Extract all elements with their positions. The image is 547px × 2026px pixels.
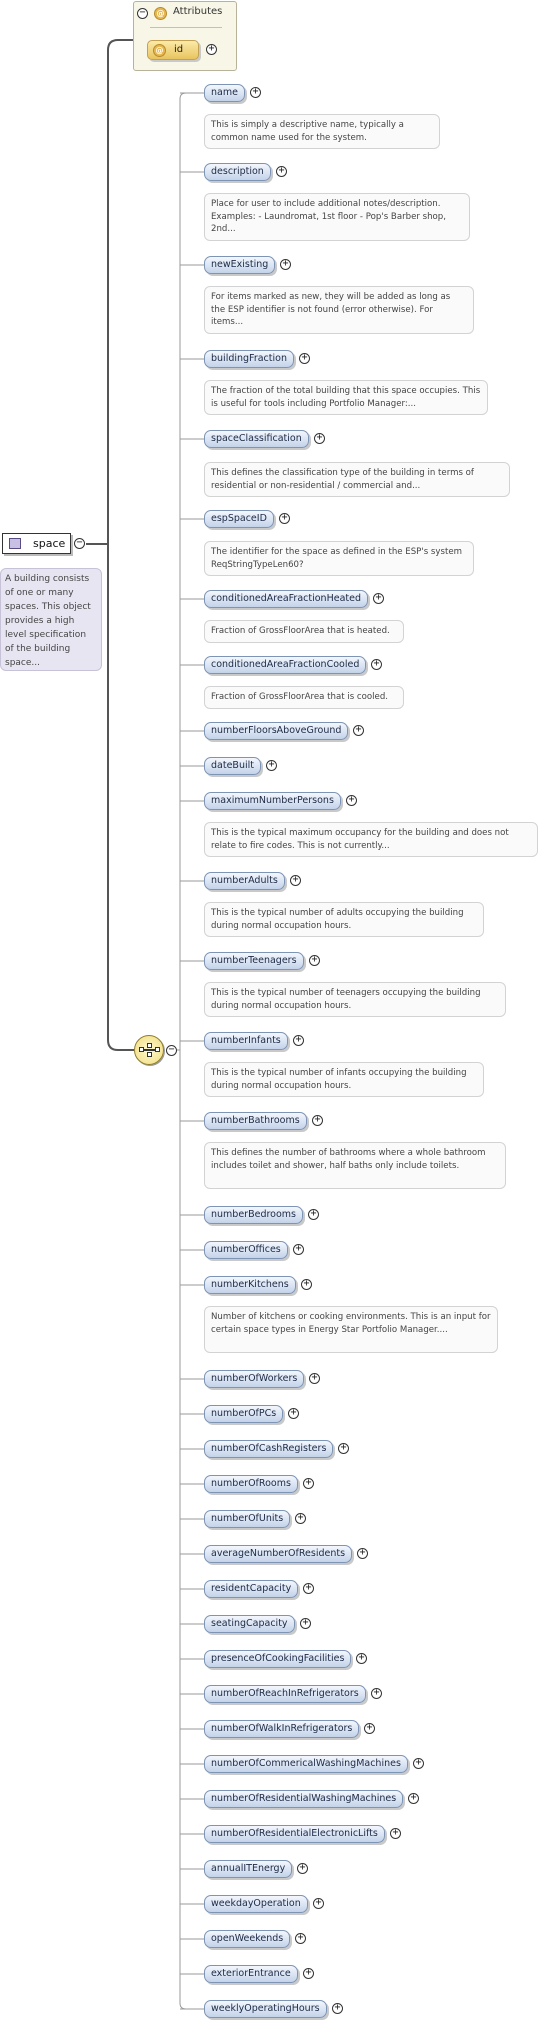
expand-icon[interactable]: +: [356, 1653, 367, 1664]
element-averageNumberOfResidents[interactable]: averageNumberOfResidents: [204, 1545, 352, 1563]
element-description[interactable]: description: [204, 163, 271, 181]
element-numberOfResidentialWashingMachines[interactable]: numberOfResidentialWashingMachines: [204, 1790, 403, 1808]
element-numberOfWalkInRefrigerators[interactable]: numberOfWalkInRefrigerators: [204, 1720, 359, 1738]
expand-icon[interactable]: +: [332, 2003, 343, 2014]
attributes-divider: [150, 27, 222, 28]
element-maximumNumberPersons[interactable]: maximumNumberPersons: [204, 792, 341, 810]
element-numberOfCommericalWashingMachines[interactable]: numberOfCommericalWashingMachines: [204, 1755, 408, 1773]
element-numberFloorsAboveGround[interactable]: numberFloorsAboveGround: [204, 722, 348, 740]
element-documentation: For items marked as new, they will be added as long as the ESP identifier is not found (error otherwise). For items...: [204, 286, 474, 334]
element-documentation: This is the typical number of teenagers occupying the building during normal occupation hours.: [204, 982, 506, 1017]
expand-icon[interactable]: +: [293, 1244, 304, 1255]
element-documentation: Fraction of GrossFloorArea that is cooled.: [204, 686, 404, 709]
expand-icon[interactable]: +: [295, 1513, 306, 1524]
expand-icon[interactable]: +: [338, 1443, 349, 1454]
expand-icon[interactable]: +: [300, 1618, 311, 1629]
attribute-id-label: id: [174, 44, 184, 55]
expand-icon[interactable]: +: [314, 433, 325, 444]
expand-icon[interactable]: +: [288, 1408, 299, 1419]
expand-icon[interactable]: +: [309, 955, 320, 966]
expand-icon[interactable]: +: [290, 875, 301, 886]
expand-icon[interactable]: +: [297, 1863, 308, 1874]
element-numberOfCashRegisters[interactable]: numberOfCashRegisters: [204, 1440, 333, 1458]
complex-type-element-icon: [9, 538, 21, 549]
expand-icon[interactable]: +: [279, 513, 290, 524]
expand-icon[interactable]: +: [364, 1723, 375, 1734]
sequence-collapse-icon[interactable]: −: [166, 1045, 177, 1056]
element-documentation: The fraction of the total building that this space occupies. This is useful for tools including Portfolio Manager:...: [204, 380, 488, 415]
expand-icon[interactable]: +: [301, 1279, 312, 1290]
element-dateBuilt[interactable]: dateBuilt: [204, 757, 261, 775]
element-numberOfResidentialElectronicLifts[interactable]: numberOfResidentialElectronicLifts: [204, 1825, 385, 1843]
element-documentation: This is the typical number of infants occupying the building during normal occupation hours.: [204, 1062, 484, 1097]
expand-icon[interactable]: +: [373, 593, 384, 604]
element-exteriorEntrance[interactable]: exteriorEntrance: [204, 1965, 298, 1983]
element-conditionedAreaFractionHeated[interactable]: conditionedAreaFractionHeated: [204, 590, 368, 608]
attribute-id[interactable]: [147, 40, 199, 60]
expand-icon[interactable]: +: [371, 1688, 382, 1699]
expand-icon[interactable]: +: [312, 1115, 323, 1126]
attributes-collapse-icon[interactable]: −: [137, 8, 148, 19]
element-numberAdults[interactable]: numberAdults: [204, 872, 285, 890]
expand-icon[interactable]: +: [353, 725, 364, 736]
expand-icon[interactable]: +: [299, 353, 310, 364]
element-weekdayOperation[interactable]: weekdayOperation: [204, 1895, 308, 1913]
element-documentation: Number of kitchens or cooking environments. This is an input for certain space types in Energy Star Portfolio Manager....: [204, 1306, 498, 1353]
expand-icon[interactable]: +: [408, 1793, 419, 1804]
root-collapse-icon[interactable]: −: [74, 538, 85, 549]
element-buildingFraction[interactable]: buildingFraction: [204, 350, 294, 368]
element-numberBathrooms[interactable]: numberBathrooms: [204, 1112, 307, 1130]
expand-icon[interactable]: +: [413, 1758, 424, 1769]
expand-icon[interactable]: +: [206, 44, 217, 55]
expand-icon[interactable]: +: [390, 1828, 401, 1839]
element-weeklyOperatingHours[interactable]: weeklyOperatingHours: [204, 2000, 327, 2018]
element-numberOfUnits[interactable]: numberOfUnits: [204, 1510, 290, 1528]
element-documentation: The identifier for the space as defined in the ESP's system ReqStringTypeLen60?: [204, 541, 474, 576]
element-openWeekends[interactable]: openWeekends: [204, 1930, 290, 1948]
element-documentation: Place for user to include additional notes/description. Examples: - Laundromat, 1st floor - Pop's Barber shop, 2nd...: [204, 193, 470, 241]
attributes-title: Attributes: [173, 6, 223, 17]
element-numberOfRooms[interactable]: numberOfRooms: [204, 1475, 298, 1493]
element-newExisting[interactable]: newExisting: [204, 256, 275, 274]
attribute-at-icon: @: [154, 7, 167, 20]
expand-icon[interactable]: +: [303, 1583, 314, 1594]
element-documentation: This is the typical maximum occupancy for the building and does not relate to fire codes. This is not currently...: [204, 822, 538, 857]
element-espSpaceID[interactable]: espSpaceID: [204, 510, 274, 528]
element-seatingCapacity[interactable]: seatingCapacity: [204, 1615, 295, 1633]
expand-icon[interactable]: +: [309, 1373, 320, 1384]
element-documentation: This is the typical number of adults occupying the building during normal occupation hours.: [204, 902, 484, 937]
attribute-at-icon: @: [153, 44, 166, 57]
element-conditionedAreaFractionCooled[interactable]: conditionedAreaFractionCooled: [204, 656, 366, 674]
expand-icon[interactable]: +: [250, 87, 261, 98]
element-numberOfWorkers[interactable]: numberOfWorkers: [204, 1370, 304, 1388]
sequence-compositor-icon[interactable]: [134, 1035, 164, 1065]
expand-icon[interactable]: +: [303, 1478, 314, 1489]
element-name[interactable]: name: [204, 84, 245, 102]
element-documentation: This defines the classification type of the building in terms of residential or non-residential / commercial and...: [204, 462, 510, 497]
expand-icon[interactable]: +: [371, 659, 382, 670]
element-documentation: Fraction of GrossFloorArea that is heated.: [204, 620, 404, 643]
element-annualITEnergy[interactable]: annualITEnergy: [204, 1860, 292, 1878]
expand-icon[interactable]: +: [295, 1933, 306, 1944]
expand-icon[interactable]: +: [293, 1035, 304, 1046]
element-numberTeenagers[interactable]: numberTeenagers: [204, 952, 304, 970]
element-numberOfReachInRefrigerators[interactable]: numberOfReachInRefrigerators: [204, 1685, 366, 1703]
element-presenceOfCookingFacilities[interactable]: presenceOfCookingFacilities: [204, 1650, 351, 1668]
root-element-label: space: [33, 537, 66, 550]
element-documentation: This defines the number of bathrooms where a whole bathroom includes toilet and shower, half baths only include toilets.: [204, 1142, 506, 1189]
element-numberKitchens[interactable]: numberKitchens: [204, 1276, 296, 1294]
expand-icon[interactable]: +: [313, 1898, 324, 1909]
expand-icon[interactable]: +: [303, 1968, 314, 1979]
root-element-space[interactable]: [2, 533, 71, 554]
element-documentation: This is simply a descriptive name, typically a common name used for the system.: [204, 114, 440, 149]
expand-icon[interactable]: +: [308, 1209, 319, 1220]
expand-icon[interactable]: +: [357, 1548, 368, 1559]
expand-icon[interactable]: +: [266, 760, 277, 771]
element-numberOfPCs[interactable]: numberOfPCs: [204, 1405, 283, 1423]
element-numberBedrooms[interactable]: numberBedrooms: [204, 1206, 303, 1224]
expand-icon[interactable]: +: [280, 259, 291, 270]
root-documentation: A building consists of one or many spaces. This object provides a high level specification of the building space...: [0, 568, 102, 671]
element-residentCapacity[interactable]: residentCapacity: [204, 1580, 298, 1598]
element-numberOffices[interactable]: numberOffices: [204, 1241, 288, 1259]
element-spaceClassification[interactable]: spaceClassification: [204, 430, 309, 448]
expand-icon[interactable]: +: [346, 795, 357, 806]
expand-icon[interactable]: +: [276, 166, 287, 177]
element-numberInfants[interactable]: numberInfants: [204, 1032, 288, 1050]
